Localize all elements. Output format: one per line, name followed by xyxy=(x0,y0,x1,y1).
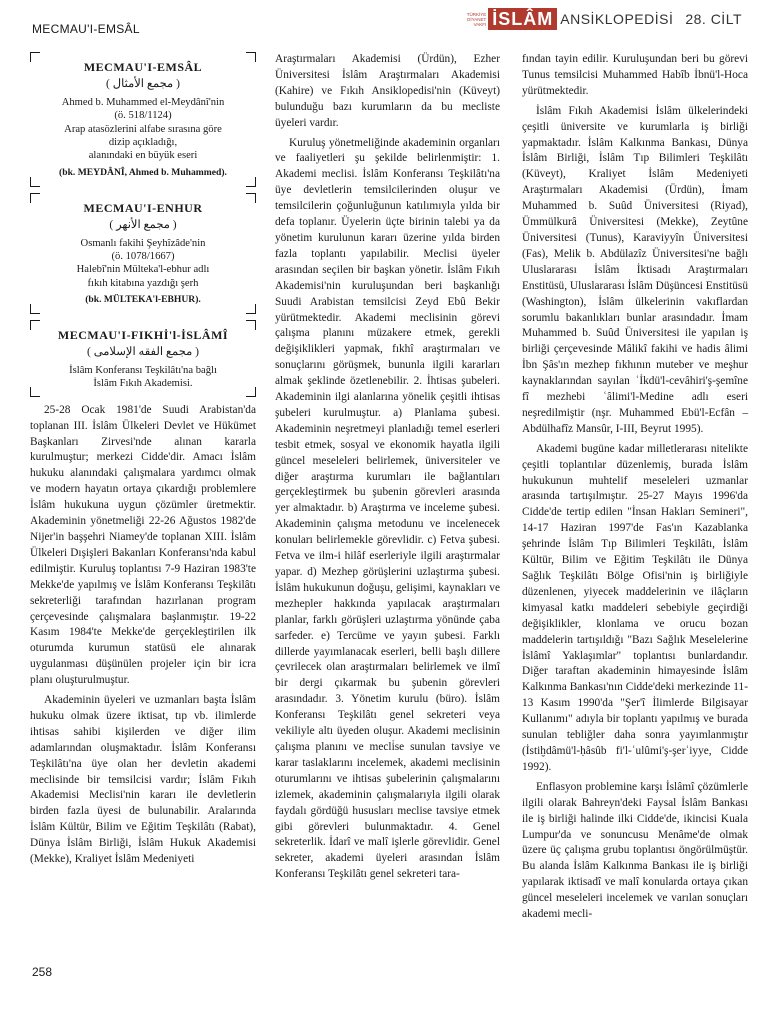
body-paragraph: Enflasyon problemine karşı İslâmî çözümlerle ilgili olarak Bahreyn'deki Faysal İslâm Bankası ile iş birliği halinde ilki Cidde'de, ikincisi Kuala Lumpur'da ve sonuncusu Menâme'de olmak üzere üç çalışma grubu toplantısı öngörülmüştür. Bu alanda İslâm Kalkınma Bankası ile iş birliği yapılarak iktisadî ve malî konularda ortaya çıkan güncel meseleleri incelemek ve varılan sonuçları akademi mecli- xyxy=(522,780,748,921)
body-paragraph: Kuruluş yönetmeliğinde akademinin organları ve faaliyetleri şu şekilde belirlenmiştir: 1. Akademi meclisi. İslâm Konferansı Teşkilâtı'na üye devletlerin temsilcilerinden oluşur ve temsilcilerin çoğunluğunun katılımıyla yılda bir defa toplanır. Üyelerin üçte birinin talebi ya da yönetim kurulunun kararı üzerine yılda birden fazla toplantı yapılabilir. Meclisi üyeler arasından seçilen bir başkan yönetir. İslâm Fıkıh Akademisi'nin kuruluşundan beri başkanlığı Suudi Arabistan temsilcisi Zeyd Ebû Bekir yürütmektedir. Akademi meclisinin görevi çalışma planını müzakere etmek, gerekli değişiklikleri yapmak, fıkhî araştırmaları ve sonuçlarını görüşmek, bununla ilgili kararları almak şeklinde özetlenebilir. 2. İhtisas şubeleri. Akademinin ilgi alanlarına yönelik çeşitli ihtisas şubeleri kurulmuştur. a) Planlama şubesi. Akademinin neşretmeyi planladığı temel eserleri tesbit etmek, sosyal ve ekonomik hayatla ilgili güncel meseleleri belirlemek, üniversiteler ve diğer araştırma kurumları ile bağlantıları gerçekleştirmek bu şubenin görevleri arasında yer almaktadır. b) Araştırma ve inceleme şubesi. Akademinin çalışma metodunu ve incelenecek konuları belirlemekle görevlidir. c) Fetva şubesi. Fetva ve ilm-i hilâf eserleriyle ilgili araştırmalar yapar. d) Mezhep görüşlerini uzlaştırma şubesi. İslâm hukukunun doğuşu, gelişimi, kaynakları ve mezhepler hakkında yapılacak araştırmaları planlar, farklı görüşleri uzlaştırma yönünde çaba sarfeder. e) Tercüme ve yayın şubesi. Farklı dillerde yayımlanacak eserleri, belli başlı dillere çevrilecek olan araştırmaları belirlemek ve ilmî bir dergi çıkarmak bu şubenin görevleri arasındadır. 3. Yönetim kurulu (büro). İslâm Konferansı Teşkilâtı genel sekreteri veya vekiliyle altı üyeden oluşur. Akademi meclisinin çalışma planını ve mecli̇se sunulan tavsiye ve karar taslaklarını incelemek, akademi meclisinin oturumlarını ve ihtisas şubelerinin çalışmalarını izlemek, akademinin çalışmalarıyla ilgili olarak faydalı gördüğü hususları meclise tavsiye etmek gibi görevleri bulunmaktadır. 4. Genel sekreterlik. İdarî ve malî işlerle görevlidir. Genel sekreter, akademi üyeleri arasından İslâm Konferansı Teşkilâtı genel sekreteri tara- xyxy=(275,136,500,881)
corner-mark xyxy=(30,304,40,314)
entry-line: (ö. 1078/1667) xyxy=(111,250,175,262)
entry-line: Ahmed b. Muhammed el-Meydânî'nin xyxy=(61,96,225,108)
corner-mark xyxy=(246,304,256,314)
entry-title: MECMAU'I-ENHUR xyxy=(83,200,203,215)
entry-line: fıkıh kitabına yazdığı şerh xyxy=(87,277,199,289)
body-paragraph: Araştırmaları Akademisi (Ürdün), Ezher Üniversitesi İslâm Araştırmaları Akademisi (Kahire) ve Fıkıh Ansiklopedisi'nin (Küveyt) bulunduğu bazı kurumların da bu mecliste üyeleri vardır. xyxy=(275,53,500,129)
column-3 xyxy=(522,52,748,923)
entry-title: MECMAU'I-EMSÂL xyxy=(83,60,203,74)
body-paragraph: Akademi bugüne kadar milletlerarası nitelikte çeşitli toplantılar düzenlemiş, burada İslâm hukukunun muhtelif meseleleri uzmanlar arasında tartışılmıştır. 25-27 Mayıs 1996'da Cidde'de tertip edilen "İnsan Hakları Semineri", 14-17 Haziran 1997'de Fas'ın Kazablanka şehrinde İslâm Tıp Bilimleri Teşkilâtı, İslâm Kültür, Bilim ve Eğitim Teşkilâtı ile Dünya Sağlık Teşkilâtı Bölge Ofisi'nin iş birliğiyle düzenlenen, yiyecek maddelerinin ve ilâçların kimyasal katkı maddeleri sebebiyle geçirdiği değişiklikler, klonlama ve orucu bozan maddelerin tartışıldığı "Bazı Sağlık Meselelerine İslâmî Yaklaşımlar" toplantısı bunlardandır. Diğer taraftan akademinin himayesinde İslâm Kalkınma Bankası'nın Cidde'deki merkezinde 11-13 Kasım 1990'da "Şer'î İlimlerde Bilgisayar Kullanımı" adıyla bir toplantı yapılmış ve burada sunulan tebliğler daha sonra yayımlanmıştır (İstiḫdâmü'l-ḥâsûb fi'l-ʿulûmi'ş-şerʿiyye, Cidde 1992). xyxy=(522,442,748,773)
entry-line: Arap atasözlerini alfabe sırasına göre xyxy=(64,123,222,135)
entry-line: İslâm Konferansı Teşkilâtı'na bağlı xyxy=(69,364,217,376)
volume-label: 28. CİLT xyxy=(685,11,742,27)
column-2 xyxy=(275,52,500,883)
corner-mark xyxy=(246,177,256,187)
entry-title: MECMAU'I-FIKHİ'l-İSLÂMÎ xyxy=(57,328,229,343)
publisher-line-1: TÜRKİYE xyxy=(466,11,487,17)
page-number: 258 xyxy=(32,965,53,979)
corner-mark xyxy=(30,387,40,397)
corner-mark xyxy=(246,320,256,330)
entry-line: alanındaki en büyük eseri xyxy=(88,150,198,162)
body-paragraph: 25-28 Ocak 1981'de Suudi Arabistan'da toplanan III. İslâm Ülkeleri Devlet ve Hükümet Başkanları Zirvesi'nde alınan kararla kurulmuştur; merkezi Cidde'dir. Amacı İslâm hukuku alanındaki çalışmalara yardımcı olmak ve modern hayatın ortaya çıkardığı problemlere İslâm hukukuna uygun çözümler üretmektir. Akademinin yönetmeliği 22-26 Ağustos 1982'de Nijer'in başşehri Niamey'de toplanan XIII. İslâm Ülkeleri Dışişleri Bakanları Konferansı'nda kabul edilmiştir. Kuruluş toplantısı 7-9 Haziran 1983'te Mekke'de yapılmış ve İslâm Konferansı Teşkilâtı sekreterliği tarafından hazırlanan program çerçevesinde çalışmalara başlanmıştır. 19-22 Kasım 1984'te Mekke'de gerçekleştirilen ilk oturumda kurumun statüsü ele alınarak uygulanması düşünülen projeler için bir icra planı oluşturulmuştur. xyxy=(30,403,256,687)
entry-box-fikh xyxy=(30,320,256,397)
publisher-line-3: VAKFI xyxy=(473,21,487,27)
corner-mark xyxy=(30,193,40,203)
entry-reference: (bk. MÜLTEKA'l-EBHUR). xyxy=(85,294,201,306)
entry-line: Halebî'nin Mülteka'l-ebhur adlı xyxy=(76,264,210,276)
running-title: MECMAU'I-EMSÂL xyxy=(32,22,140,36)
entry-line: dizip açıkladığı, xyxy=(108,137,178,149)
corner-mark xyxy=(246,387,256,397)
entry-line: Osmanlı fakihi Şeyhîzâde'nin xyxy=(80,237,206,249)
entry-reference: (bk. MEYDÂNÎ, Ahmed b. Muhammed). xyxy=(59,166,227,178)
body-paragraph: İslâm Fıkıh Akademisi İslâm ülkelerindeki çeşitli üniversite ve kurumlarla iş birliği yapmaktadır. İslâm Kalkınma Bankası, Dünya İslâm Birliği, İslâm Tıp Bilimleri Teşkilâtı (Küveyt), Kraliyet İslâm Medeniyeti Araştırmaları Akademisi (Ürdün), İmam Muhammed b. Suûd Üniversitesi (Riyad), Ümmülkurâ Üniversitesi (Mekke), Zeytûne Üniversitesi (Tunus), Karaviyyîn Üniversitesi (Fas), Melik b. Abdülazîz Üniversitesi'ne bağlı Uluslararası İslâm İktisadı Araştırmaları Enstitüsü, Uluslararası İslâm Düşüncesi Enstitüsü (Washington), İslâm ülkelerinin vakıflardan sorumlu bakanlıkları bunlar arasındadır. İmam Muhammed b. Suûd Üniversitesi ile yapılan iş birliği çerçevesinde Mâlikî fakihi ve hadis âlimi İbn Şâs'ın mezhep fıkhının muteber ve meşhur kaynaklarından sayılan ʿİkdü'l-cevâhiri'ş-şemîne fî mezhebi ʿâlimi'l-Medine adlı eseri neşredilmiştir (nşr. Muhammed Ebü'l-Ecfân – Abdülhafîz Mansûr, I-III, Beyrut 1995). xyxy=(522,104,748,435)
body-paragraph: Akademinin üyeleri ve uzmanları başta İslâm hukuku olmak üzere iktisat, tıp vb. ilimlerde ihtisas sahibi kişilerden ve diğer ilim adamlarından oluşmaktadır. İslâm Konferansı Teşkilâtı'na üye olan her devletin akademi meclisinde bir temsilcisi vardır; İslâm Fıkıh Akademisi Meclisi'nin kararı ile devletlerin birden fazla üyesi de bulunabilir. Aralarında İslâm Kültür, Bilim ve Eğitim Teşkilâtı (Rabat), Dünya İslâm Birliği, İslâm Hukuk Akademisi (Mekke), Kraliyet İslâm Medeniyeti xyxy=(30,694,256,866)
corner-mark xyxy=(246,193,256,203)
entry-arabic-title: ( مجمع الأمثال ) xyxy=(106,77,180,90)
entry-box-emsal xyxy=(30,52,256,187)
corner-mark xyxy=(246,52,256,62)
entry-line: (ö. 518/1124) xyxy=(114,110,172,122)
entry-box-enhur xyxy=(30,193,256,314)
entry-arabic-title: ( مجمع الأنهر ) xyxy=(109,218,177,231)
encyclopedia-masthead xyxy=(452,8,742,30)
corner-mark xyxy=(30,320,40,330)
publisher-line-2: DİYANET xyxy=(467,16,487,22)
series-name: ANSİKLOPEDİSİ xyxy=(560,11,674,27)
column-1 xyxy=(30,52,256,868)
entry-arabic-title: ( مجمع الفقه الإسلامى ) xyxy=(86,346,200,358)
entry-line: İslâm Fıkıh Akademisi. xyxy=(93,378,193,390)
corner-mark xyxy=(30,177,40,187)
body-paragraph: fından tayin edilir. Kuruluşundan beri bu görevi Tunus temsilcisi Muhammed Habîb İbnü'l-Hoca yürütmektedir. xyxy=(522,53,748,97)
brand-logo: İSLÂM xyxy=(488,8,557,30)
corner-mark xyxy=(30,52,40,62)
publisher-logo-text xyxy=(452,12,486,27)
